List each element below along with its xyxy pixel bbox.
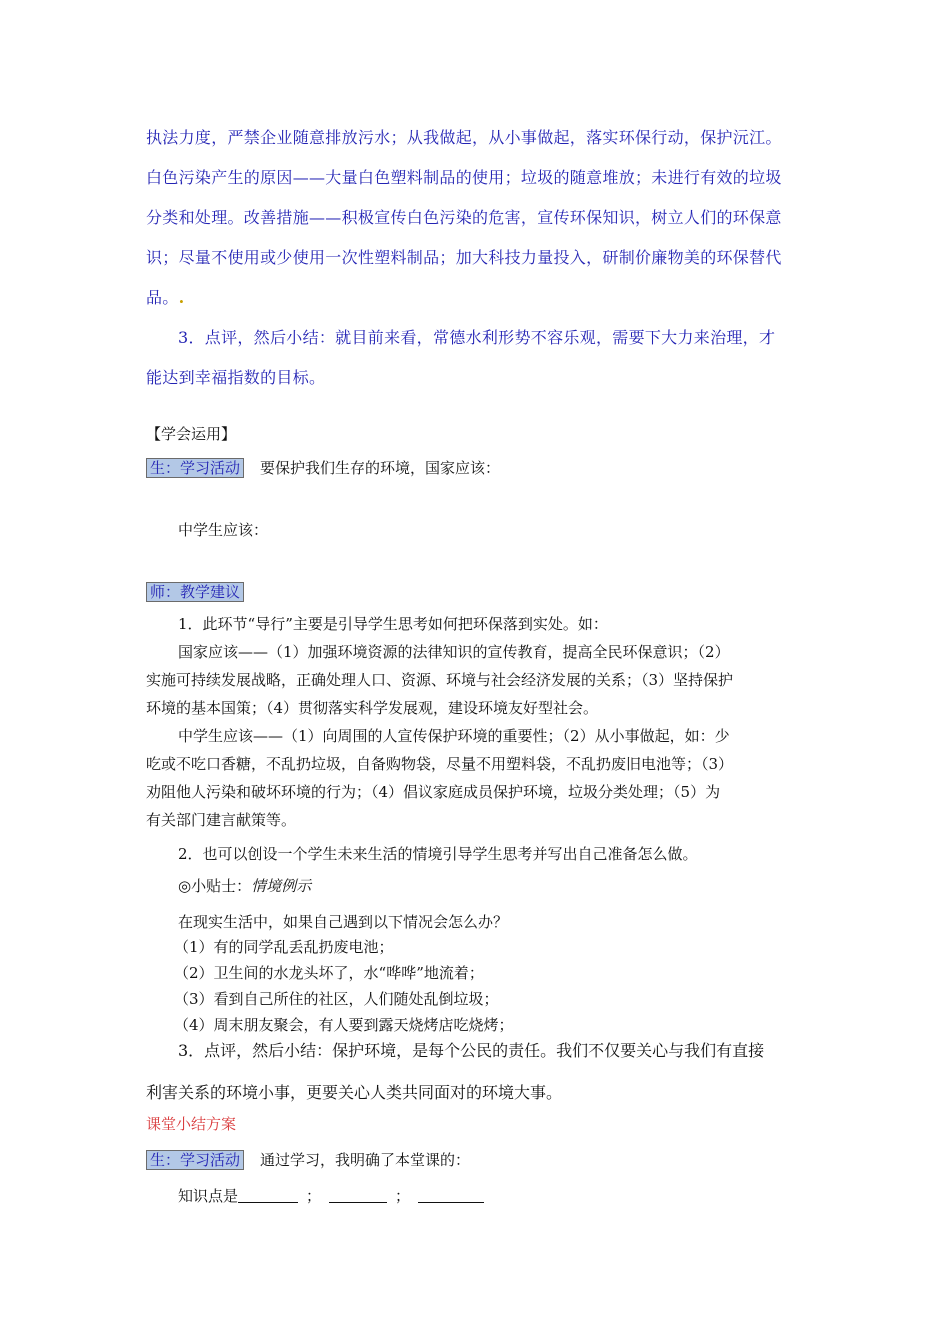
student-activity-text: 要保护我们生存的环境，国家应该：	[260, 459, 501, 477]
text-line: 1．此环节“导行”主要是引导学生思考如何把环保落到实处。如：	[178, 615, 608, 633]
text-line: 识；尽量不使用或少使用一次性塑料制品；加大科技力量投入，研制价廉物美的环保替代	[146, 248, 782, 267]
student-activity-row	[146, 458, 810, 478]
text-line: 能达到幸福指数的目标。	[146, 368, 326, 387]
student-activity-label: 生：学习活动	[146, 1150, 244, 1170]
point-2: 2．也可以创设一个学生未来生活的情境引导学生思考并写出自己准备怎么做。	[178, 845, 698, 863]
text-line: 品。.	[146, 288, 185, 307]
list-item: （1）有的同学乱丢乱扔废电池；	[174, 938, 394, 956]
top-paragraph	[146, 118, 810, 318]
decorative-dot: .	[178, 288, 185, 307]
student-activity-label: 生：学习活动	[146, 458, 244, 478]
point-3	[146, 1030, 810, 1114]
text-line: 劝阻他人污染和破坏环境的行为；（4）倡议家庭成员保护环境，垃圾分类处理；（5）为	[146, 783, 721, 801]
text-line: 实施可持续发展战略，正确处理人口、资源、环境与社会经济发展的关系；（3）坚持保护	[146, 671, 734, 689]
list-item: （2）卫生间的水龙头坏了，水“哗哗”地流着；	[174, 964, 484, 982]
tip-row	[146, 876, 842, 896]
text-line: 有关部门建言献策等。	[146, 811, 297, 829]
text-line: 分类和处理。改善措施——积极宣传白色污染的危害，宣传环保知识，树立人们的环保意	[146, 208, 782, 227]
text-line: 3．点评，然后小结：就目前来看，常德水利形势不容乐观，需要下大力来治理，才	[178, 328, 776, 347]
middle-school-prompt: 中学生应该：	[178, 521, 269, 539]
tip-title: 情境例示	[251, 877, 312, 895]
teacher-suggestion-label: 师：教学建议	[146, 582, 244, 602]
text-line: 吃或不吃口香糖，不乱扔垃圾，自备购物袋，尽量不用塑料袋，不乱扔废旧电池等；（3）	[146, 755, 734, 773]
tip-prefix: ◎小贴士：	[178, 877, 252, 895]
knowledge-row	[146, 1186, 842, 1206]
teacher-label-row	[146, 582, 810, 602]
section-heading-apply: 【学会运用】	[146, 425, 237, 443]
separator: ；	[395, 1187, 411, 1205]
text-line: 中学生应该——（1）向周围的人宣传保护环境的重要性；（2）从小事做起，如：少	[178, 727, 730, 745]
text-line: 执法力度，严禁企业随意排放污水；从我做起，从小事做起，落实环保行动，保护沅江。	[146, 128, 782, 147]
separator: ；	[306, 1187, 322, 1205]
teacher-suggestions	[146, 610, 810, 834]
section-heading-summary: 课堂小结方案	[146, 1115, 237, 1133]
situation-intro: 在现实生活中，如果自己遇到以下情况会怎么办？	[178, 913, 509, 931]
list-item: （4）周末朋友聚会，有人要到露天烧烤店吃烧烤；	[174, 1016, 514, 1034]
summary-student-row	[146, 1150, 810, 1170]
list-item: （3）看到自己所住的社区，人们随处乱倒垃圾；	[174, 990, 499, 1008]
top-summary	[146, 318, 810, 398]
answer-blank-2[interactable]	[329, 1187, 387, 1203]
text-line: 3．点评，然后小结：保护环境，是每个公民的责任。我们不仅要关心与我们有直接	[178, 1041, 765, 1060]
situation-list	[146, 934, 838, 1038]
answer-blank-3[interactable]	[418, 1187, 484, 1203]
text-line: 利害关系的环境小事，更要关心人类共同面对的环境大事。	[146, 1083, 563, 1102]
answer-blank-1[interactable]	[238, 1187, 298, 1203]
student-activity-text: 通过学习，我明确了本堂课的：	[260, 1151, 471, 1169]
text-line: 国家应该——（1）加强环境资源的法律知识的宣传教育，提高全民环保意识；（2）	[178, 643, 730, 661]
text-line: 环境的基本国策；（4）贯彻落实科学发展观，建设环境友好型社会。	[146, 699, 599, 717]
knowledge-label: 知识点是	[178, 1187, 239, 1205]
text-line: 白色污染产生的原因——大量白色塑料制品的使用；垃圾的随意堆放；未进行有效的垃圾	[146, 168, 782, 187]
